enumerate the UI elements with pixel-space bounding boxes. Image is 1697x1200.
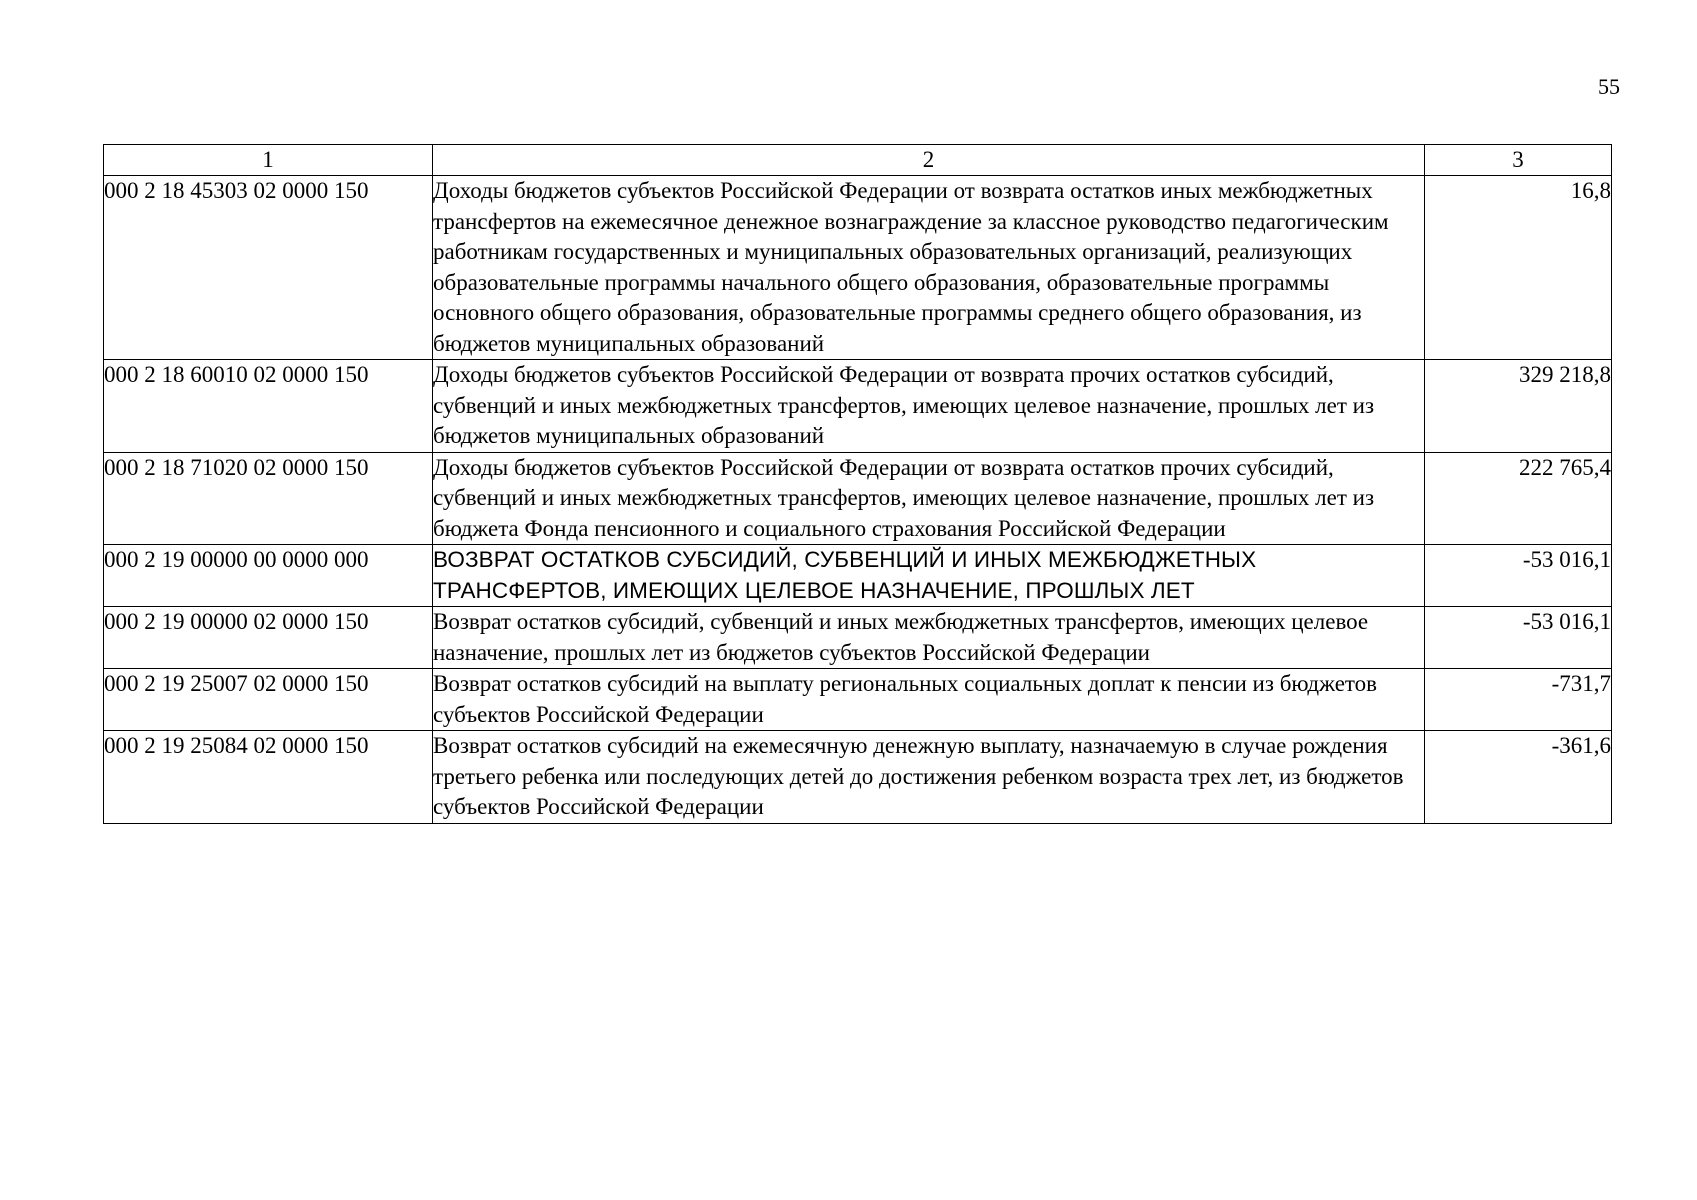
table-row	[104, 176, 1612, 360]
column-header-description: 2	[433, 145, 1425, 176]
row-description: Доходы бюджетов субъектов Российской Федерации от возврата прочих остатков субсидий, субвенций и иных межбюджетных трансфертов, имеющих целевое назначение, прошлых лет из бюджетов муниципальных образований	[433, 360, 1425, 453]
page-number: 55	[1598, 74, 1620, 99]
row-code: 000 2 19 25007 02 0000 150	[104, 669, 433, 731]
row-amount: 329 218,8	[1425, 360, 1612, 453]
row-description: Возврат остатков субсидий на ежемесячную денежную выплату, назначаемую в случае рождения третьего ребенка или последующих детей до достижения ребенком возраста трех лет, из бюджетов субъектов Российской Федерации	[433, 731, 1425, 824]
row-code: 000 2 19 25084 02 0000 150	[104, 731, 433, 824]
row-description: ВОЗВРАТ ОСТАТКОВ СУБСИДИЙ, СУБВЕНЦИЙ И ИНЫХ МЕЖБЮДЖЕТНЫХ ТРАНСФЕРТОВ, ИМЕЮЩИХ ЦЕЛЕВОЕ НАЗНАЧЕНИЕ, ПРОШЛЫХ ЛЕТ	[433, 545, 1425, 607]
row-code: 000 2 19 00000 00 0000 000	[104, 545, 433, 607]
row-description: Доходы бюджетов субъектов Российской Федерации от возврата остатков прочих субсидий, субвенций и иных межбюджетных трансфертов, имеющих целевое назначение, прошлых лет из бюджета Фонда пенсионного и социального страхования Российской Федерации	[433, 452, 1425, 545]
table-header-row	[104, 145, 1612, 176]
row-description: Возврат остатков субсидий на выплату региональных социальных доплат к пенсии из бюджетов субъектов Российской Федерации	[433, 669, 1425, 731]
row-amount: -731,7	[1425, 669, 1612, 731]
column-header-code: 1	[104, 145, 433, 176]
row-code: 000 2 18 60010 02 0000 150	[104, 360, 433, 453]
table-row	[104, 360, 1612, 453]
row-code: 000 2 18 71020 02 0000 150	[104, 452, 433, 545]
table-row	[104, 545, 1612, 607]
row-amount: -361,6	[1425, 731, 1612, 824]
row-amount: -53 016,1	[1425, 545, 1612, 607]
table-row	[104, 607, 1612, 669]
table-row	[104, 452, 1612, 545]
column-header-amount: 3	[1425, 145, 1612, 176]
row-amount: 222 765,4	[1425, 452, 1612, 545]
row-code: 000 2 19 00000 02 0000 150	[104, 607, 433, 669]
row-amount: 16,8	[1425, 176, 1612, 360]
budget-revenue-table	[103, 144, 1612, 824]
table-row	[104, 731, 1612, 824]
row-code: 000 2 18 45303 02 0000 150	[104, 176, 433, 360]
row-description: Возврат остатков субсидий, субвенций и иных межбюджетных трансфертов, имеющих целевое назначение, прошлых лет из бюджетов субъектов Российской Федерации	[433, 607, 1425, 669]
row-description: Доходы бюджетов субъектов Российской Федерации от возврата остатков иных межбюджетных трансфертов на ежемесячное денежное вознаграждение за классное руководство педагогическим работникам государственных и муниципальных образовательных организаций, реализующих образовательные программы начального общего образования, образовательные программы основного общего образования, образовательные программы среднего общего образования, из бюджетов муниципальных образований	[433, 176, 1425, 360]
row-amount: -53 016,1	[1425, 607, 1612, 669]
table-row	[104, 669, 1612, 731]
